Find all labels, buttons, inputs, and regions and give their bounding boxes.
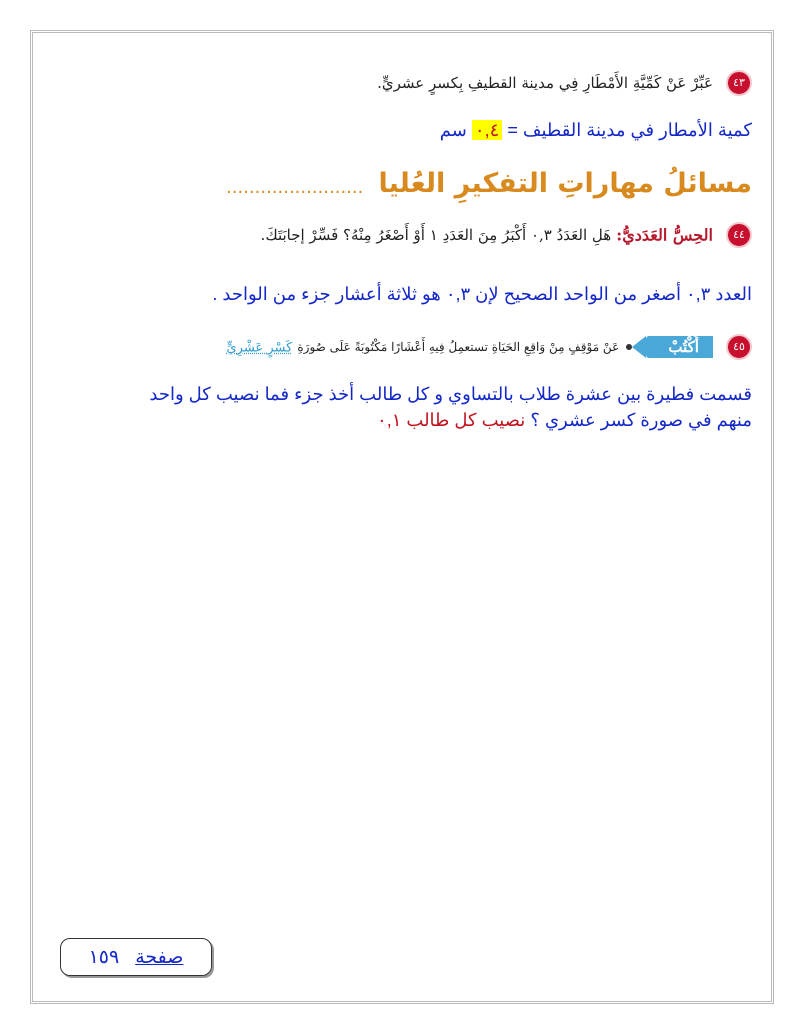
answer-45-line1 — [48, 384, 752, 405]
pencil-tip-icon — [626, 344, 632, 350]
question-45 — [48, 334, 752, 360]
answer-text: العدد ٠,٣ أصغر من الواحد الصحيح لإن ٠,٣ هو ثلاثة أعشار جزء من الواحد . — [212, 284, 752, 304]
heading-dots: ........................ — [226, 177, 364, 198]
page-label: صفحة — [135, 946, 184, 968]
question-text: عَبِّرْ عَنْ كَمِّيَّةِ الأَمْطَارِ فِي مدينة القطيفِ بِكسرٍ عشريٍّ. — [377, 74, 713, 92]
question-text: هَلِ العَدَدُ ٠,٣ أَكْبَرُ مِنَ العَدَدِ ١ أَوْ أَصْغَرُ مِنْهُ؟ فَسِّرْ إجابَتَكَ. — [260, 226, 612, 244]
question-number-badge: ٤٤ — [726, 222, 752, 248]
answer-43 — [48, 120, 752, 141]
answer-prefix: كمية الأمطار في مدينة القطيف = — [507, 120, 752, 140]
page-number-box — [60, 938, 212, 976]
question-number-badge: ٤٥ — [726, 334, 752, 360]
section-title: مسائلُ مهاراتِ التفكيرِ العُليا — [378, 168, 752, 199]
key-term: كَسْرٍ عَشْرِيٍّ — [226, 340, 293, 356]
write-label: أُكْتُبْ — [668, 338, 699, 356]
question-label: الحِسُّ العَدَديُّ: — [616, 225, 713, 245]
answer-text: قسمت فطيرة بين عشرة طلاب بالتساوي و كل طالب أخذ جزء فما نصيب كل واحد — [149, 384, 752, 404]
question-text: عَنْ مَوْقِفٍ مِنْ وَاقِعِ الحَيَاةِ تستعمِلُ فِيهِ أَعْشَارًا مَكْتُوبَةً عَلَى صُورَةِ — [297, 340, 620, 354]
answer-45-line2 — [48, 410, 752, 431]
section-heading — [48, 168, 752, 199]
page-number: ١٥٩ — [88, 946, 120, 968]
question-43 — [48, 70, 752, 96]
question-44 — [48, 222, 752, 248]
answer-question: منهم في صورة كسر عشري ؟ — [530, 410, 752, 430]
answer-unit: سم — [439, 120, 467, 140]
answer-44 — [48, 284, 752, 305]
highlighted-answer-value: ٠,٤ — [472, 120, 502, 140]
answer-result: نصيب كل طالب ٠,١ — [377, 410, 526, 430]
write-pencil-badge — [646, 336, 713, 358]
question-number-badge: ٤٣ — [726, 70, 752, 96]
